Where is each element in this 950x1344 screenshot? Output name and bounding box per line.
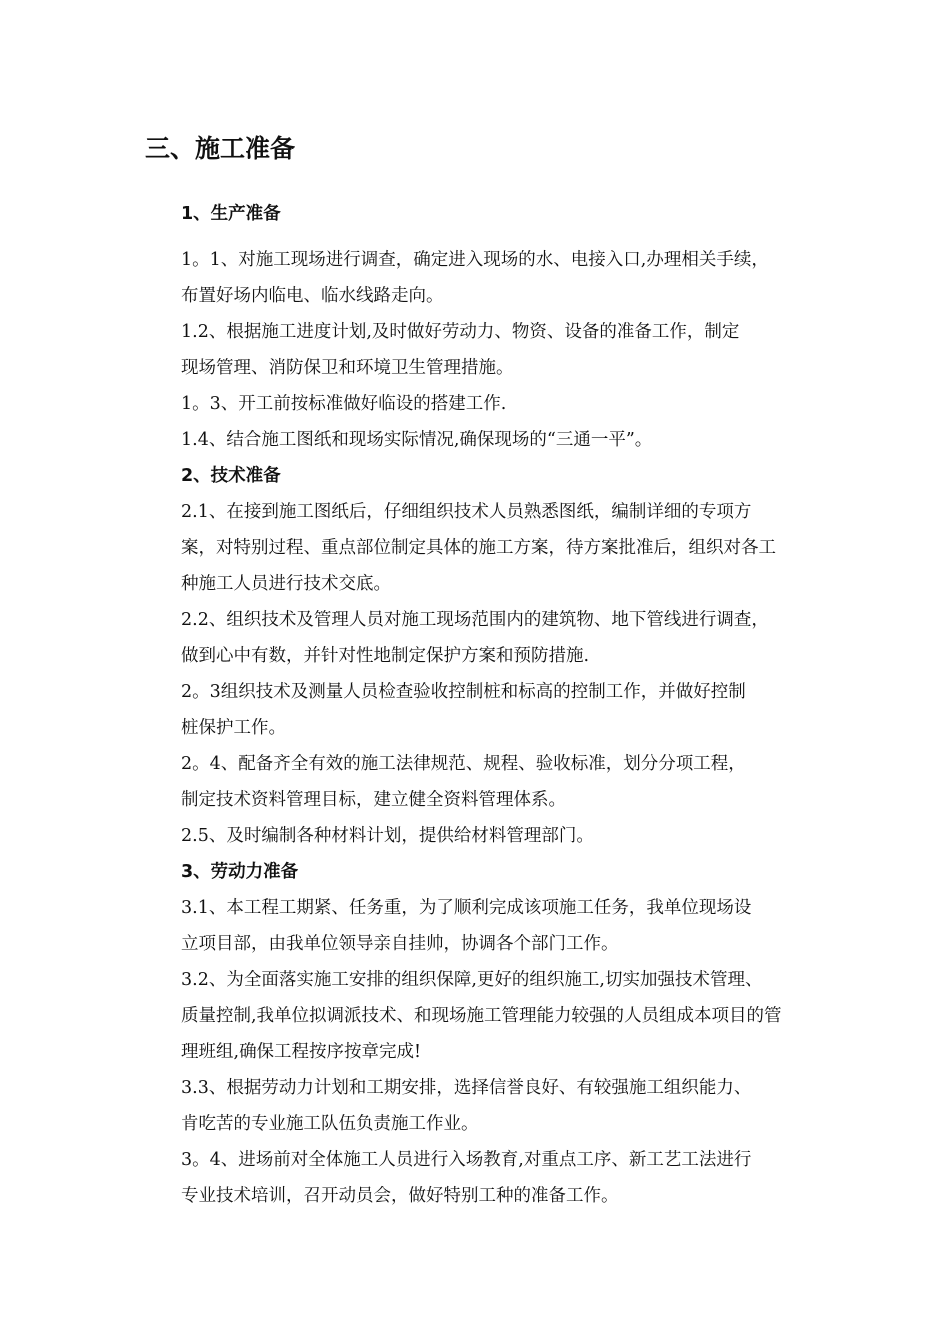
section-heading: 1、生产准备 [181, 204, 281, 224]
paragraph-line: 3。4、进场前对全体施工人员进行入场教育,对重点工序、新工艺工法进行 [181, 1150, 752, 1170]
paragraph [145, 314, 817, 386]
paragraph-line: 2。3组织技术及测量人员检查验收控制桩和标高的控制工作，并做好控制 [181, 682, 746, 702]
paragraph-line: 种施工人员进行技术交底。 [181, 574, 391, 594]
paragraph-line: 桩保护工作。 [181, 718, 286, 738]
paragraph-line: 理班组,确保工程按序按章完成! [181, 1042, 422, 1062]
paragraph-line: 1.4、结合施工图纸和现场实际情况,确保现场的“三通一平”。 [181, 430, 653, 450]
paragraph-line: 2.5、及时编制各种材料计划，提供给材料管理部门。 [181, 826, 594, 846]
paragraph-line: 3.2、为全面落实施工安排的组织保障,更好的组织施工,切实加强技术管理、 [181, 970, 763, 990]
paragraph-line: 案，对特别过程、重点部位制定具体的施工方案，待方案批准后，组织对各工 [181, 538, 776, 558]
paragraph-line: 1。3、开工前按标准做好临设的搭建工作. [181, 394, 507, 414]
paragraph-line: 质量控制,我单位拟调派技术、和现场施工管理能力较强的人员组成本项目的管 [181, 1006, 782, 1026]
paragraph-line: 现场管理、消防保卫和环境卫生管理措施。 [181, 358, 514, 378]
section-heading: 2、技术准备 [181, 466, 281, 486]
paragraph-line: 制定技术资料管理目标，建立健全资料管理体系。 [181, 790, 566, 810]
paragraph [145, 818, 817, 854]
paragraph-line: 1.2、根据施工进度计划,及时做好劳动力、物资、设备的准备工作，制定 [181, 322, 740, 342]
paragraph-line: 肯吃苦的专业施工队伍负责施工作业。 [181, 1114, 479, 1134]
paragraph [145, 1070, 817, 1142]
document-body [145, 196, 817, 1214]
paragraph-line: 3.3、根据劳动力计划和工期安排，选择信誉良好、有较强施工组织能力、 [181, 1078, 752, 1098]
paragraph-line: 布置好场内临电、临水线路走向。 [181, 286, 444, 306]
paragraph [145, 890, 817, 962]
paragraph [145, 386, 817, 422]
paragraph-line: 专业技术培训，召开动员会，做好特别工种的准备工作。 [181, 1186, 619, 1206]
paragraph [145, 242, 817, 314]
paragraph [145, 494, 817, 602]
paragraph-line: 立项目部，由我单位领导亲自挂帅，协调各个部门工作。 [181, 934, 619, 954]
paragraph [145, 674, 817, 746]
section-heading: 3、劳动力准备 [181, 862, 299, 882]
paragraph [145, 422, 817, 458]
paragraph-line: 做到心中有数，并针对性地制定保护方案和预防措施. [181, 646, 590, 666]
paragraph-line: 2。4、配备齐全有效的施工法律规范、规程、验收标准，划分分项工程， [181, 754, 746, 774]
paragraph-line: 3.1、本工程工期紧、任务重，为了顺利完成该项施工任务，我单位现场设 [181, 898, 752, 918]
paragraph-line: 2.2、组织技术及管理人员对施工现场范围内的建筑物、地下管线进行调查， [181, 610, 769, 630]
paragraph [145, 602, 817, 674]
paragraph [145, 962, 817, 1070]
paragraph [145, 1142, 817, 1214]
paragraph [145, 746, 817, 818]
page-title: 三、施工准备 [145, 134, 296, 163]
paragraph-line: 1。1、对施工现场进行调查，确定进入现场的水、电接入口,办理相关手续， [181, 250, 769, 270]
paragraph-line: 2.1、在接到施工图纸后，仔细组织技术人员熟悉图纸，编制详细的专项方 [181, 502, 752, 522]
